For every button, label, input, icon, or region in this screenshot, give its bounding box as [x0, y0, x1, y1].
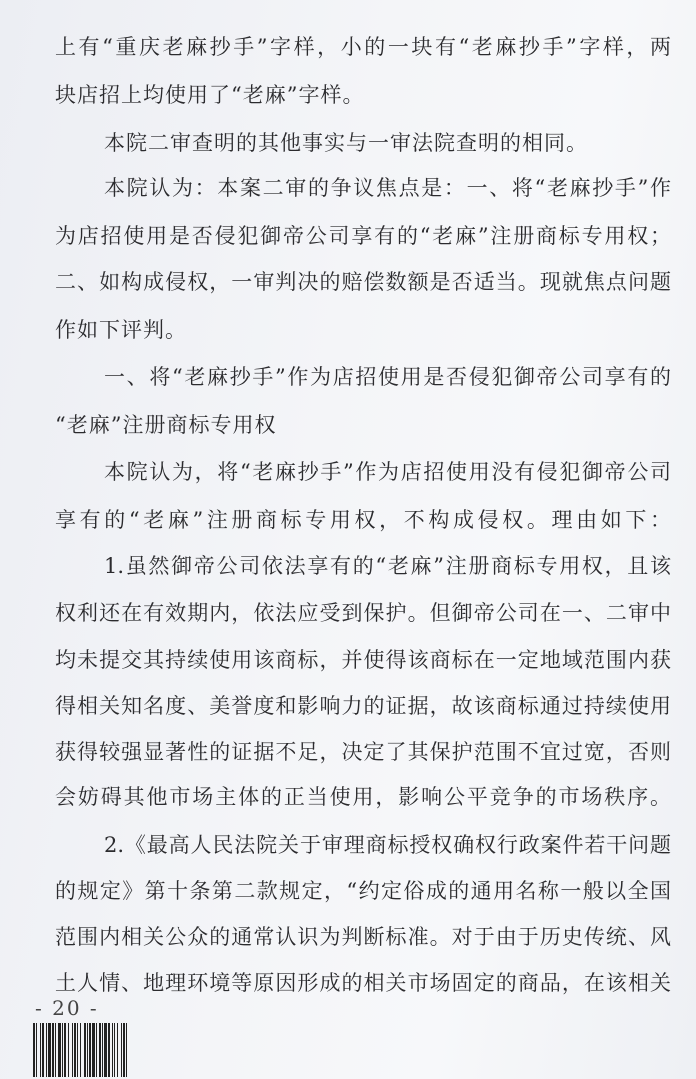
text-line: 享有的“老麻”注册商标专用权，不构成侵权。理由如下： — [55, 508, 671, 532]
text-line: 2.《最高人民法院关于审理商标授权确权行政案件若干问题 — [104, 833, 671, 857]
text-line: 土人情、地理环境等原因形成的相关市场固定的商品，在该相关 — [55, 971, 671, 995]
text-line: 二、如构成侵权，一审判决的赔偿数额是否适当。现就焦点问题 — [55, 270, 671, 294]
text-line: 本院认为：本案二审的争议焦点是：一、将“老麻抄手”作 — [104, 176, 671, 200]
text-line: 上有“重庆老麻抄手”字样，小的一块有“老麻抄手”字样，两 — [55, 35, 671, 59]
text-line: 的规定》第十条第二款规定，“约定俗成的通用名称一般以全国 — [55, 879, 671, 903]
text-line: 作如下评判。 — [55, 318, 187, 342]
text-line: 块店招上均使用了“老麻”字样。 — [55, 83, 365, 107]
text-line: 权利还在有效期内，依法应受到保护。但御帝公司在一、二审中 — [55, 601, 671, 625]
text-line: 会妨碍其他市场主体的正当使用，影响公平竞争的市场秩序。 — [55, 785, 671, 809]
text-line: 得相关知名度、美誉度和影响力的证据，故该商标通过持续使用 — [55, 694, 671, 718]
barcode-bar — [127, 1023, 129, 1077]
text-line: 获得较强显著性的证据不足，决定了其保护范围不宜过宽，否则 — [55, 740, 671, 764]
text-line: 本院认为，将“老麻抄手”作为店招使用没有侵犯御帝公司 — [104, 460, 671, 484]
text-line: 范围内相关公众的通常认识为判断标准。对于由于历史传统、风 — [55, 925, 671, 949]
text-line: 一、将“老麻抄手”作为店招使用是否侵犯御帝公司享有的 — [104, 365, 671, 389]
text-line: 为店招使用是否侵犯御帝公司享有的“老麻”注册商标专用权； — [55, 224, 671, 248]
text-line: “老麻”注册商标专用权 — [55, 413, 277, 437]
text-line: 均未提交其持续使用该商标，并使得该商标在一定地域范围内获 — [55, 648, 671, 672]
page-number: - 20 - — [35, 996, 99, 1020]
barcode — [33, 1023, 205, 1077]
text-line: 1.虽然御帝公司依法享有的“老麻”注册商标专用权，且该 — [104, 554, 671, 578]
text-line: 本院二审查明的其他事实与一审法院查明的相同。 — [104, 131, 588, 155]
